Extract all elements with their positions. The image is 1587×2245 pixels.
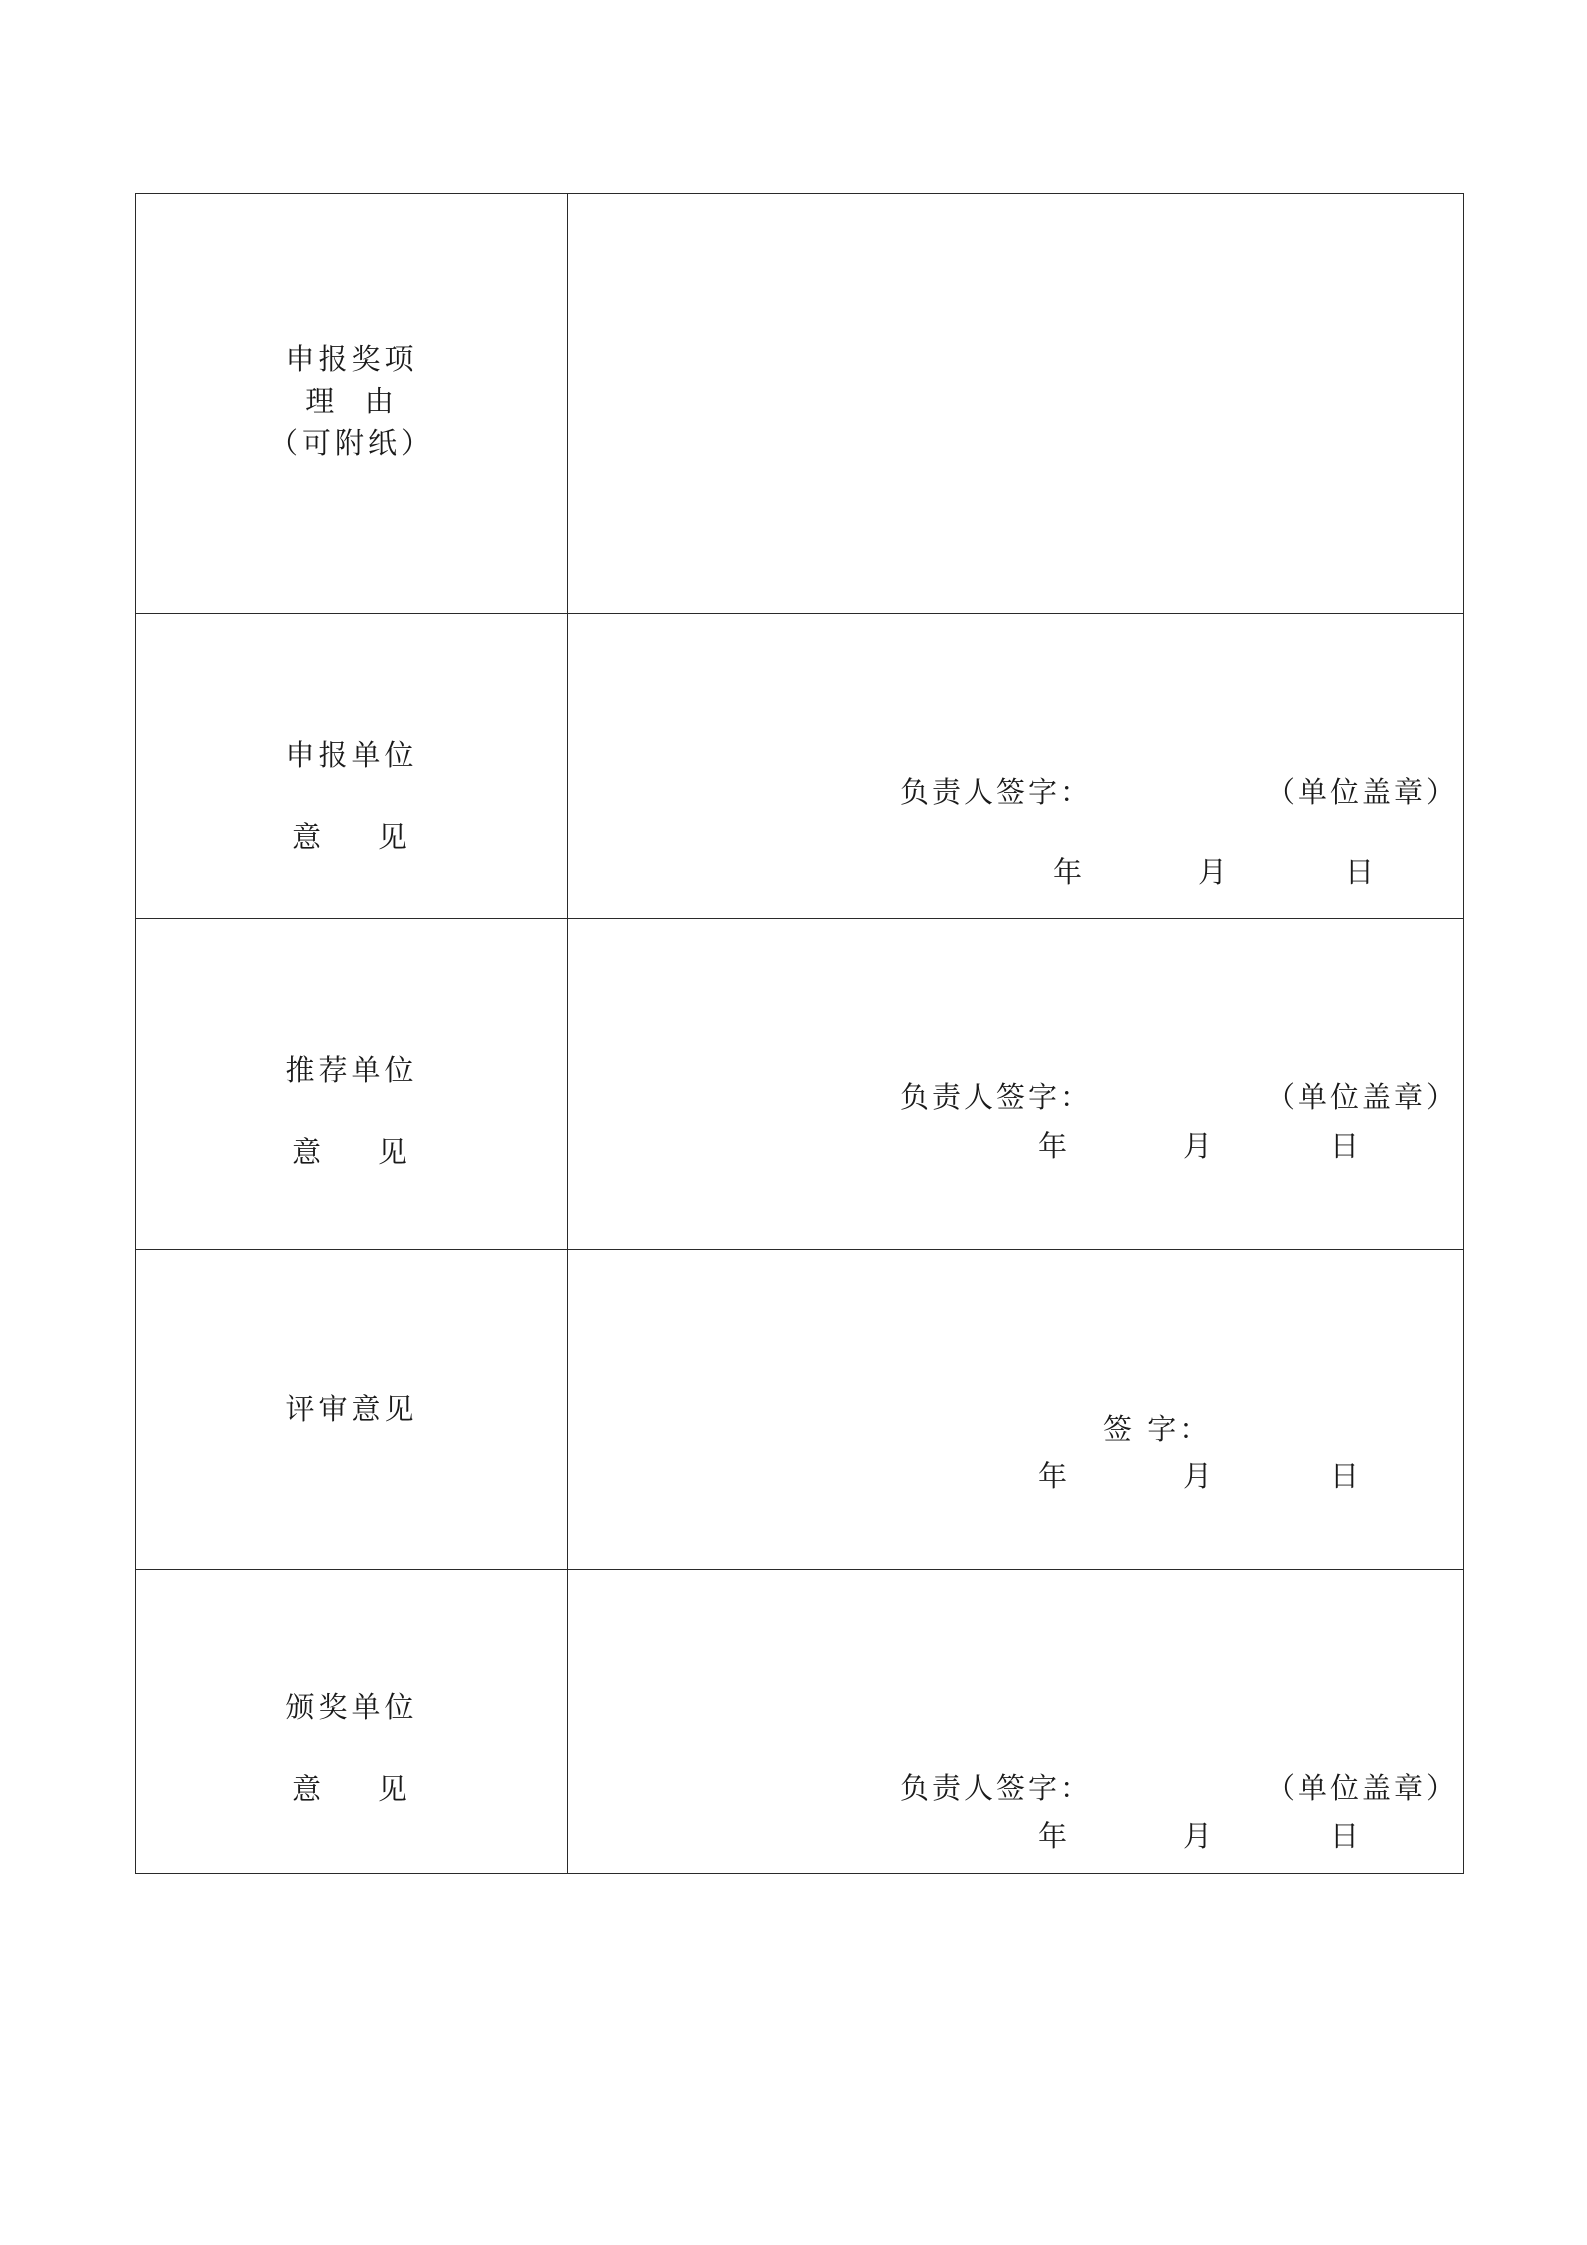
label-cell-award-reason [136,194,568,614]
label-cell-recommending-unit [136,919,568,1250]
awarding-seal-label: （单位盖章） [1266,1771,1459,1805]
applicant-date-year: 年 [1053,855,1086,889]
recommending-date-day: 日 [1330,1129,1363,1163]
awarding-date-day: 日 [1330,1819,1363,1853]
award-reason-content-field[interactable] [568,194,1464,614]
review-opinion-field[interactable] [568,1250,1464,1570]
review-signature-label: 签 字： [1103,1412,1212,1446]
awarding-signature-label: 负责人签字： [900,1771,1093,1805]
label-applicant-unit-line-2: 意 见 [292,820,411,854]
applicant-signature-label: 负责人签字： [900,775,1093,809]
recommending-date-month: 月 [1183,1129,1216,1163]
review-date-month: 月 [1183,1459,1216,1493]
awarding-date-year: 年 [1038,1819,1071,1853]
recommending-date-year: 年 [1038,1129,1071,1163]
review-date-day: 日 [1330,1459,1363,1493]
applicant-date-month: 月 [1198,855,1231,889]
row-recommending-unit-opinion [136,919,1464,1250]
label-cell-applicant-unit [136,614,568,919]
label-cell-awarding-unit [136,1570,568,1874]
label-awarding-unit-line-2: 意 见 [292,1772,411,1806]
row-award-reason [136,194,1464,614]
label-award-reason-line-1: 申报奖项 [285,342,418,376]
applicant-date-day: 日 [1345,855,1378,889]
row-applicant-unit-opinion [136,614,1464,919]
label-cell-review [136,1250,568,1570]
recommending-signature-label: 负责人签字： [900,1080,1093,1114]
label-award-reason-line-3: （可附纸） [268,426,434,460]
label-applicant-unit-line-1: 申报单位 [285,738,418,772]
applicant-seal-label: （单位盖章） [1266,775,1459,809]
award-application-form [135,193,1464,1874]
applicant-unit-opinion-field[interactable] [568,614,1464,919]
review-date-year: 年 [1038,1459,1071,1493]
label-review-line-1: 评审意见 [285,1392,418,1426]
row-awarding-unit-opinion [136,1570,1464,1874]
label-recommending-unit-line-1: 推荐单位 [285,1053,418,1087]
row-review-opinion [136,1250,1464,1570]
awarding-date-month: 月 [1183,1819,1216,1853]
recommending-unit-opinion-field[interactable] [568,919,1464,1250]
recommending-seal-label: （单位盖章） [1266,1080,1459,1114]
label-award-reason-line-2: 理 由 [305,384,398,418]
label-awarding-unit-line-1: 颁奖单位 [285,1690,418,1724]
awarding-unit-opinion-field[interactable] [568,1570,1464,1874]
label-recommending-unit-line-2: 意 见 [292,1135,411,1169]
